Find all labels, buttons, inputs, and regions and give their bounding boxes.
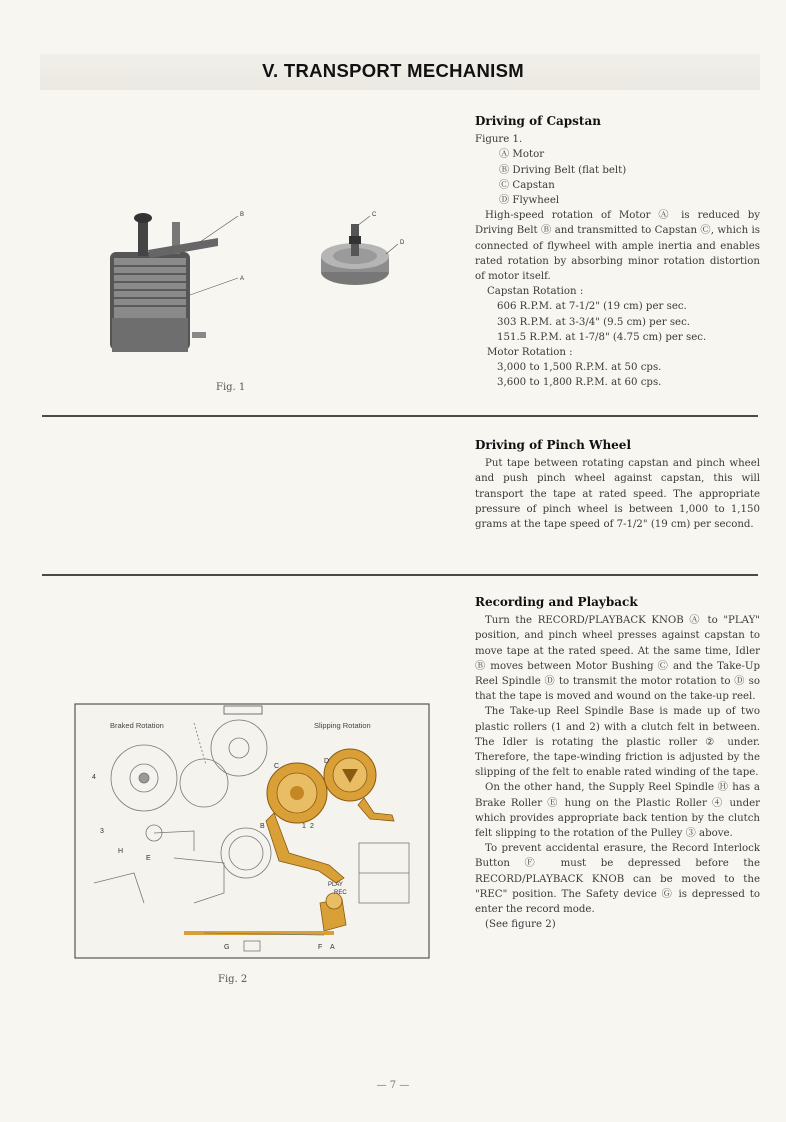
fig2-label-4: 4 bbox=[92, 774, 96, 781]
list-item: Ⓒ Capstan bbox=[499, 179, 555, 191]
motor-rotation-row: 3,000 to 1,500 R.P.M. at 50 cps. bbox=[497, 362, 662, 374]
recording-paragraph: (See figure 2) bbox=[485, 919, 556, 931]
fig2-label-a: A bbox=[330, 944, 335, 951]
fig2-label-2: 2 bbox=[310, 823, 314, 830]
deck-plate bbox=[75, 704, 429, 958]
page-title: V. TRANSPORT MECHANISM bbox=[262, 60, 524, 81]
slipping-rotation-label: Slipping Rotation bbox=[314, 721, 371, 730]
fig2-label-e: E bbox=[146, 855, 151, 862]
pinch-section bbox=[475, 438, 760, 532]
list-item: Ⓑ Driving Belt (flat belt) bbox=[499, 164, 627, 176]
capstan-rotation-row: 606 R.P.M. at 7-1/2" (19 cm) per sec. bbox=[497, 301, 687, 313]
fig2-label-f: F bbox=[318, 944, 323, 951]
recording-heading: Recording and Playback bbox=[475, 595, 638, 609]
motor-rotation-row: 3,600 to 1,800 R.P.M. at 60 cps. bbox=[497, 377, 662, 389]
motor-leader-lines bbox=[190, 216, 238, 295]
recording-section bbox=[475, 595, 760, 932]
recording-paragraph: On the other hand, the Supply Reel Spindle Ⓗ has a Brake Roller Ⓔ hung on the Plastic Roller ④ under which provides appropriate back tention by the clutch felt slipping to the rotation of the Pulley ③ above. bbox=[475, 782, 760, 840]
list-item: Ⓓ Flywheel bbox=[499, 195, 560, 207]
figure-2 bbox=[74, 703, 430, 959]
capstan-body: High-speed rotation of Motor Ⓐ is reduced by Driving Belt Ⓑ and transmitted to Capstan Ⓒ, which is connected of flywheel with ample inertia and enables rated rotation by absorbing minor rotation distortion of motor itself. bbox=[475, 210, 760, 283]
fig1-caption: Fig. 1 bbox=[216, 382, 246, 393]
recording-paragraph: Turn the RECORD/PLAYBACK KNOB Ⓐ to "PLAY" position, and pinch wheel presses against capstan to move tape at the rated speed. At the same time, Idler Ⓑ moves between Motor Bushing Ⓒ and the Take-Up Reel Spindle Ⓓ to transmit the motor rotation to Ⓓ so that the tape is moved and wound on the take-up reel. bbox=[475, 615, 760, 703]
fig2-label-c: C bbox=[274, 763, 280, 770]
fig2-label-3: 3 bbox=[100, 828, 104, 835]
fig2-label-b: B bbox=[260, 823, 265, 830]
fig1-label-d: D bbox=[400, 240, 405, 246]
capstan-section bbox=[475, 114, 760, 391]
motor-rotation-label: Motor Rotation : bbox=[487, 347, 573, 359]
fig2-label-rec: REC bbox=[334, 890, 347, 896]
flywheel-illustration bbox=[321, 224, 389, 285]
fig2-label-d: D bbox=[324, 758, 330, 765]
figure-ref: Figure 1. bbox=[475, 134, 523, 146]
fig2-label-1: 1 bbox=[302, 823, 306, 830]
pinch-heading: Driving of Pinch Wheel bbox=[475, 438, 631, 452]
pinch-body: Put tape between rotating capstan and pinch wheel and push pinch wheel against capstan, this will transport the tape at rated speed. The appropriate pressure of pinch wheel is between 1,000 to 1,150 grams at the tape speed of 7-1/2" (19 cm) per second. bbox=[475, 458, 760, 531]
motor-illustration bbox=[110, 213, 218, 352]
capstan-rotation-row: 303 R.P.M. at 3-3/4" (9.5 cm) per sec. bbox=[497, 316, 691, 328]
fig1-label-c: C bbox=[372, 212, 377, 218]
capstan-heading: Driving of Capstan bbox=[475, 114, 601, 128]
fig1-label-b: B bbox=[240, 212, 245, 218]
braked-rotation-label: Braked Rotation bbox=[110, 721, 164, 730]
fig2-label-play: PLAY bbox=[328, 882, 343, 888]
list-item: Ⓐ Motor bbox=[499, 149, 545, 161]
recording-paragraph: The Take-up Reel Spindle Base is made up of two plastic rollers (1 and 2) with a clutch felt in between. The Idler is rotating the plastic roller ② under. Therefore, the tape-winding friction is adjusted by the slipping of the felt to enable rated winding of the tape. bbox=[475, 706, 760, 779]
fig1-label-a: A bbox=[240, 276, 245, 282]
fig2-caption: Fig. 2 bbox=[218, 974, 248, 985]
fig2-label-g: G bbox=[224, 944, 230, 951]
section-divider bbox=[42, 415, 758, 417]
capstan-rotation-label: Capstan Rotation : bbox=[487, 286, 584, 298]
recording-paragraph: To prevent accidental erasure, the Record Interlock Button Ⓕ must be depressed before the RECORD/PLAYBACK KNOB can be moved to the "REC" position. The Safety device Ⓖ is depressed to enter the record mode. bbox=[475, 843, 760, 916]
fig2-label-h: H bbox=[118, 848, 124, 855]
figure-1 bbox=[100, 200, 420, 370]
section-divider bbox=[42, 574, 758, 576]
page-number: — 7 — bbox=[376, 1080, 410, 1091]
capstan-rotation-row: 151.5 R.P.M. at 1-7/8" (4.75 cm) per sec. bbox=[497, 331, 707, 343]
